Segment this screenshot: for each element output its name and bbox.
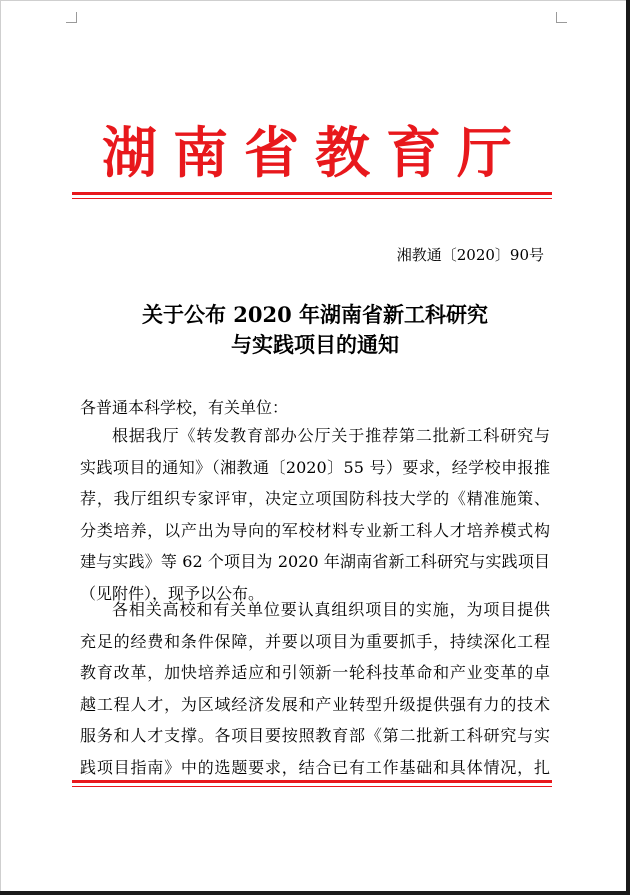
crop-mark [66, 12, 77, 23]
document-title-line: 与实践项目的通知 [231, 332, 399, 357]
page-border [0, 0, 630, 1]
page-shadow [626, 0, 630, 895]
paragraph-1 [80, 420, 550, 610]
paragraph-line: （见附件），现予以公布。 [80, 583, 265, 603]
paragraph-2 [80, 594, 550, 784]
salutation: 各普通本科学校，有关单位： [80, 398, 289, 417]
masthead-title: 湖南省教育厅 [101, 120, 528, 185]
paragraph-line: 实践项目的通知》（湘教通〔2020〕55 号）要求，经学校申报推 [80, 457, 550, 477]
red-rule-bottom [72, 780, 552, 783]
red-rule-top [72, 192, 552, 195]
document-title-line: 关于公布 2020 年湖南省新工科研究 [141, 302, 489, 327]
paragraph-line: 践项目指南》中的选题要求，结合已有工作基础和具体情况，扎 [80, 757, 550, 777]
paragraph-line: 荐，我厅组织专家评审，决定立项国防科技大学的《精准施策、 [80, 489, 550, 509]
paragraph-line: 服务和人才支撑。各项目要按照教育部《第二批新工科研究与实 [80, 726, 550, 746]
paragraph-line: 充足的经费和条件保障，并要以项目为重要抓手，持续深化工程 [80, 631, 550, 651]
document-number: 湘教通〔2020〕90号 [396, 246, 544, 264]
red-rule-top-thin [72, 198, 552, 199]
paragraph-line: 分类培养，以产出为导向的军校材料专业新工科人才培养模式构 [80, 520, 550, 540]
paragraph-line: 各相关高校和有关单位要认真组织项目的实施，为项目提供 [112, 600, 550, 619]
paragraph-line: 建与实践》等 62 个项目为 2020 年湖南省新工科研究与实践项目 [80, 552, 550, 572]
document-title [60, 300, 570, 360]
page-shadow [0, 891, 630, 895]
red-rule-bottom-thin [72, 786, 552, 787]
paragraph-line: 根据我厅《转发教育部办公厅关于推荐第二批新工科研究与 [112, 426, 550, 445]
crop-mark [556, 12, 567, 23]
page-border [0, 0, 1, 895]
paragraph-line: 教育改革，加快培养适应和引领新一轮科技革命和产业变革的卓 [80, 663, 550, 683]
paragraph-line: 越工程人才，为区域经济发展和产业转型升级提供强有力的技术 [80, 694, 550, 714]
